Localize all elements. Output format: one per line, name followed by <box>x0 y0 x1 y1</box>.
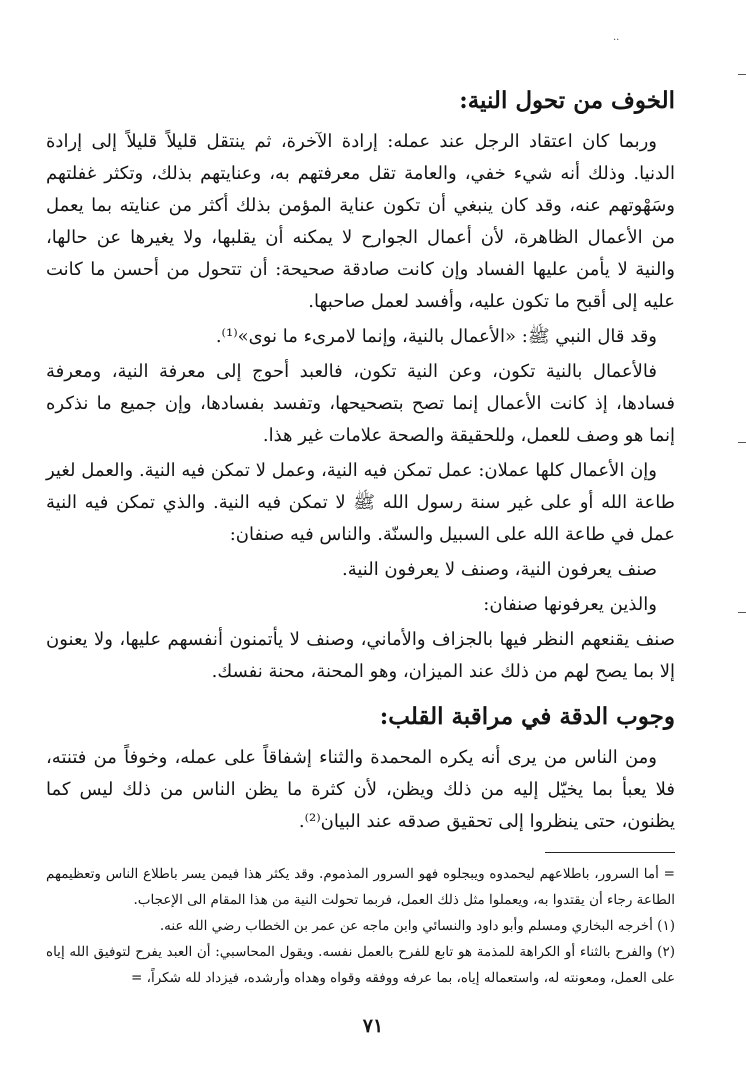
section-heading: وجوب الدقة في مراقبة القلب: <box>379 703 675 730</box>
page-number: ٧١ <box>362 1015 384 1037</box>
paragraph: وربما كان اعتقاد الرجل عند عمله: إرادة الآخرة، ثم ينتقل قليلاً قليلاً إلى إرادة الدنيا. وذلك أنه شيء خفي، والعامة تقل معرفتهم به، وعنايتهم بذلك، وتكثر غفلتهم وسَهْوتهم عنه، وقد كان ينبغي أن تكون عناية المؤمن بذلك أكثر من عنايته بما يعمل من الأعمال الظاهرة، لأن أعمال الجوارح لا يمكنه أن يقلبها، ولا يغيرها عن حالها، والنية لا يأمن عليها الفساد وإن كانت صادقة صحيحة: أن تتحول من أحسن ما كانت عليه إلى أقبح ما تكون عليه، وأفسد لعمل صاحبها. <box>46 131 675 312</box>
edge-mark <box>738 612 746 613</box>
paragraph: فالأعمال بالنية تكون، وعن النية تكون، فالعبد أحوج إلى معرفة النية، ومعرفة فسادها، إذ كانت الأعمال إنما تصح بتصحيحها، وتفسد بفسادها، وإن جميع ما نذكره إنما هو وصف للعمل، وللحقيقة والصحة علامات غير هذا. <box>46 361 675 446</box>
corner-mark: .. <box>613 32 620 43</box>
section-body <box>46 742 675 838</box>
footnote-separator <box>545 852 675 853</box>
footnote: (٢) والفرح بالثناء أو الكراهة للمذمة هو تابع للفرح بالعمل نفسه. ويقول المحاسبي: أن العبد يفرح لتوفيق الله إياه على العمل، ومعونته له، واستعماله إياه، بما عرفه ووفقه وقواه وهداه وأرشده، فيزداد لله شكراً، = <box>46 944 675 986</box>
paragraph: والذين يعرفونها صنفان: <box>483 594 657 615</box>
section-heading: الخوف من تحول النية: <box>459 87 675 114</box>
edge-mark <box>738 442 746 443</box>
section-body <box>46 126 675 688</box>
paragraph: ومن الناس من يرى أنه يكره المحمدة والثناء إشفاقاً على عمله، وخوفاً من فتنته، فلا يعبأ بما يخيّل إليه من ذلك ويظن، لأن كثرة ما يظن الناس من ذلك ليس كما يظنون، حتى ينظروا إلى تحقيق صدقه عند البيان⁽²⁾. <box>46 747 675 832</box>
paragraph: وقد قال النبي ﷺ: «الأعمال بالنية، وإنما لامرىء ما نوى»⁽¹⁾. <box>215 326 657 347</box>
paragraph: صنف يعرفون النية، وصنف لا يعرفون النية. <box>341 559 657 580</box>
edge-mark <box>738 74 746 75</box>
footnote: (١) أخرجه البخاري ومسلم وأبو داود والنسائي وابن ماجه عن عمر بن الخطاب رضي الله عنه. <box>159 918 675 934</box>
page-body <box>46 84 675 991</box>
paragraph: صنف يقنعهم النظر فيها بالجزاف والأماني، وصنف لا يأتمنون أنفسهم عليها، ولا يعنون إلا بما يصح لهم من ذلك عند الميزان، وهو المحنة، محنة نفسك. <box>46 629 675 682</box>
footnote: = أما السرور، باطلاعهم ليحمدوه ويبجلوه فهو السرور المذموم. وقد يكثر هذا فيمن يسر باطلاع الناس وتعظيمهم الطاعة رجاء أن يقتدوا به، ويعملوا مثل ذلك العمل، فربما تحولت النية من هذا المقام الى الإعجاب. <box>46 866 675 908</box>
footnotes <box>46 861 675 991</box>
paragraph: وإن الأعمال كلها عملان: عمل تمكن فيه النية، وعمل لا تمكن فيه النية. والعمل لغير طاعة الله أو على غير سنة رسول الله ﷺ لا تمكن فيه النية. والذي تمكن فيه النية عمل في طاعة الله على السبيل والسنّة. والناس فيه صنفان: <box>46 460 675 545</box>
